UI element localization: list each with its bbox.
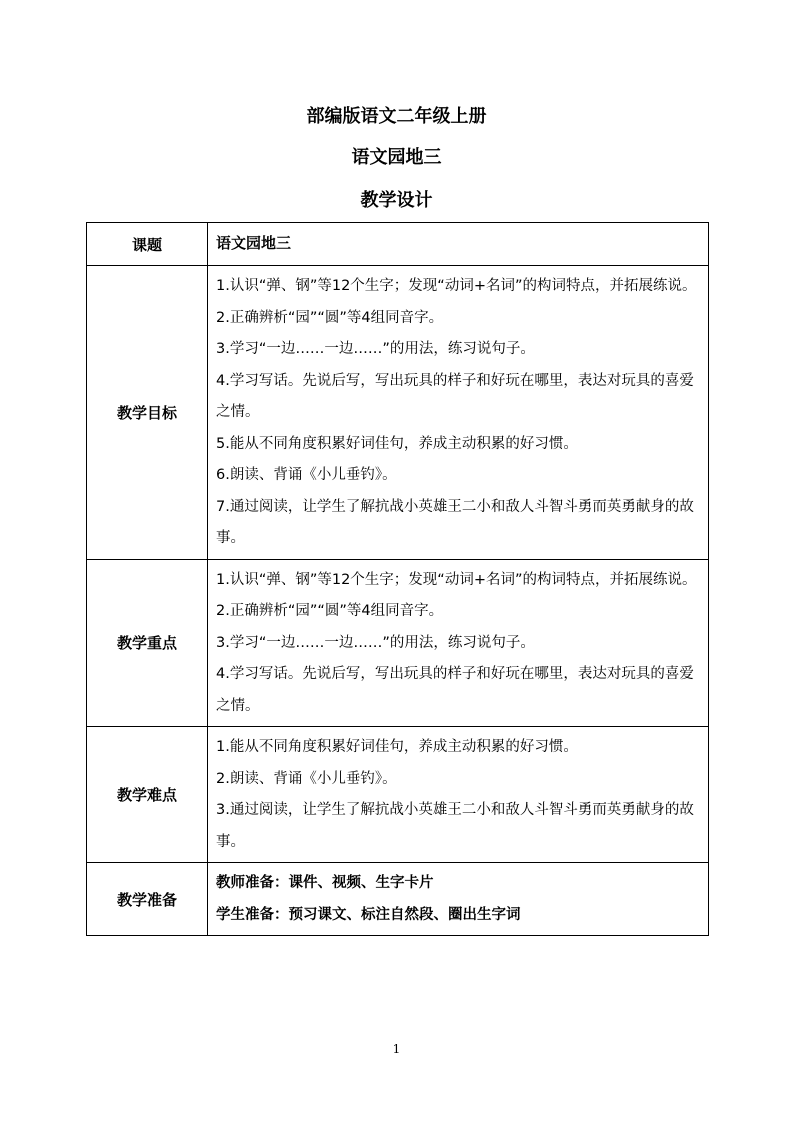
difficulty-item: 2.朗读、背诵《小儿垂钓》。 [216, 770, 397, 787]
difficulty-item: 3.通过阅读，让学生了解抗战小英雄王二小和敌人斗智斗勇而英勇献身的故事。 [216, 802, 694, 850]
table-row-difficulties [87, 727, 709, 863]
topic-value: 语文园地三 [216, 234, 292, 252]
table-row-key-points [87, 559, 709, 727]
table-row-preparation [87, 863, 709, 936]
objective-item: 5.能从不同角度积累好词佳句，养成主动积累的好习惯。 [216, 435, 578, 452]
objectives-label: 教学目标 [87, 266, 208, 560]
preparation-cell [208, 863, 709, 936]
objective-item: 2.正确辨析“园”“圆”等4组同音字。 [216, 309, 444, 326]
key-point-item: 2.正确辨析“园”“圆”等4组同音字。 [216, 603, 444, 619]
objectives-cell [208, 266, 709, 560]
preparation-label: 教学准备 [87, 863, 208, 936]
lesson-plan-table [86, 222, 709, 936]
objective-item: 7.通过阅读，让学生了解抗战小英雄王二小和敌人斗智斗勇而英勇献身的故事。 [216, 498, 694, 546]
objective-item: 6.朗读、背诵《小儿垂钓》。 [216, 467, 397, 483]
preparation-item: 教师准备：课件、视频、生字卡片 [216, 875, 434, 891]
topic-cell [208, 223, 709, 266]
topic-label: 课题 [87, 223, 208, 266]
key-point-item: 3.学习“一边……一边……”的用法，练习说句子。 [216, 634, 535, 651]
doc-title-line3: 教学设计 [360, 190, 433, 211]
difficulty-item: 1.能从不同角度积累好词佳句，养成主动积累的好习惯。 [216, 739, 578, 755]
key-point-item: 4.学习写话。先说后写，写出玩具的样子和好玩在哪里，表达对玩具的喜爱之情。 [216, 666, 694, 714]
objective-item: 4.学习写话。先说后写，写出玩具的样子和好玩在哪里，表达对玩具的喜爱之情。 [216, 372, 694, 420]
difficulties-label: 教学难点 [87, 727, 208, 863]
doc-title-line1: 部编版语文二年级上册 [306, 106, 487, 127]
table-row-topic [87, 223, 709, 266]
page-number: 1 [392, 1042, 401, 1056]
table-row-objectives [87, 266, 709, 560]
preparation-item: 学生准备：预习课文、标注自然段、圈出生字词 [216, 906, 521, 923]
key-points-label: 教学重点 [87, 559, 208, 727]
objective-item: 1.认识“弹、钢”等12个生字；发现“动词+名词”的构词特点，并拓展练说。 [216, 278, 697, 294]
objective-item: 3.学习“一边……一边……”的用法，练习说句子。 [216, 341, 535, 357]
key-point-item: 1.认识“弹、钢”等12个生字；发现“动词+名词”的构词特点，并拓展练说。 [216, 571, 697, 588]
key-points-cell [208, 559, 709, 727]
difficulties-cell [208, 727, 709, 863]
doc-title-line2: 语文园地三 [351, 147, 442, 168]
